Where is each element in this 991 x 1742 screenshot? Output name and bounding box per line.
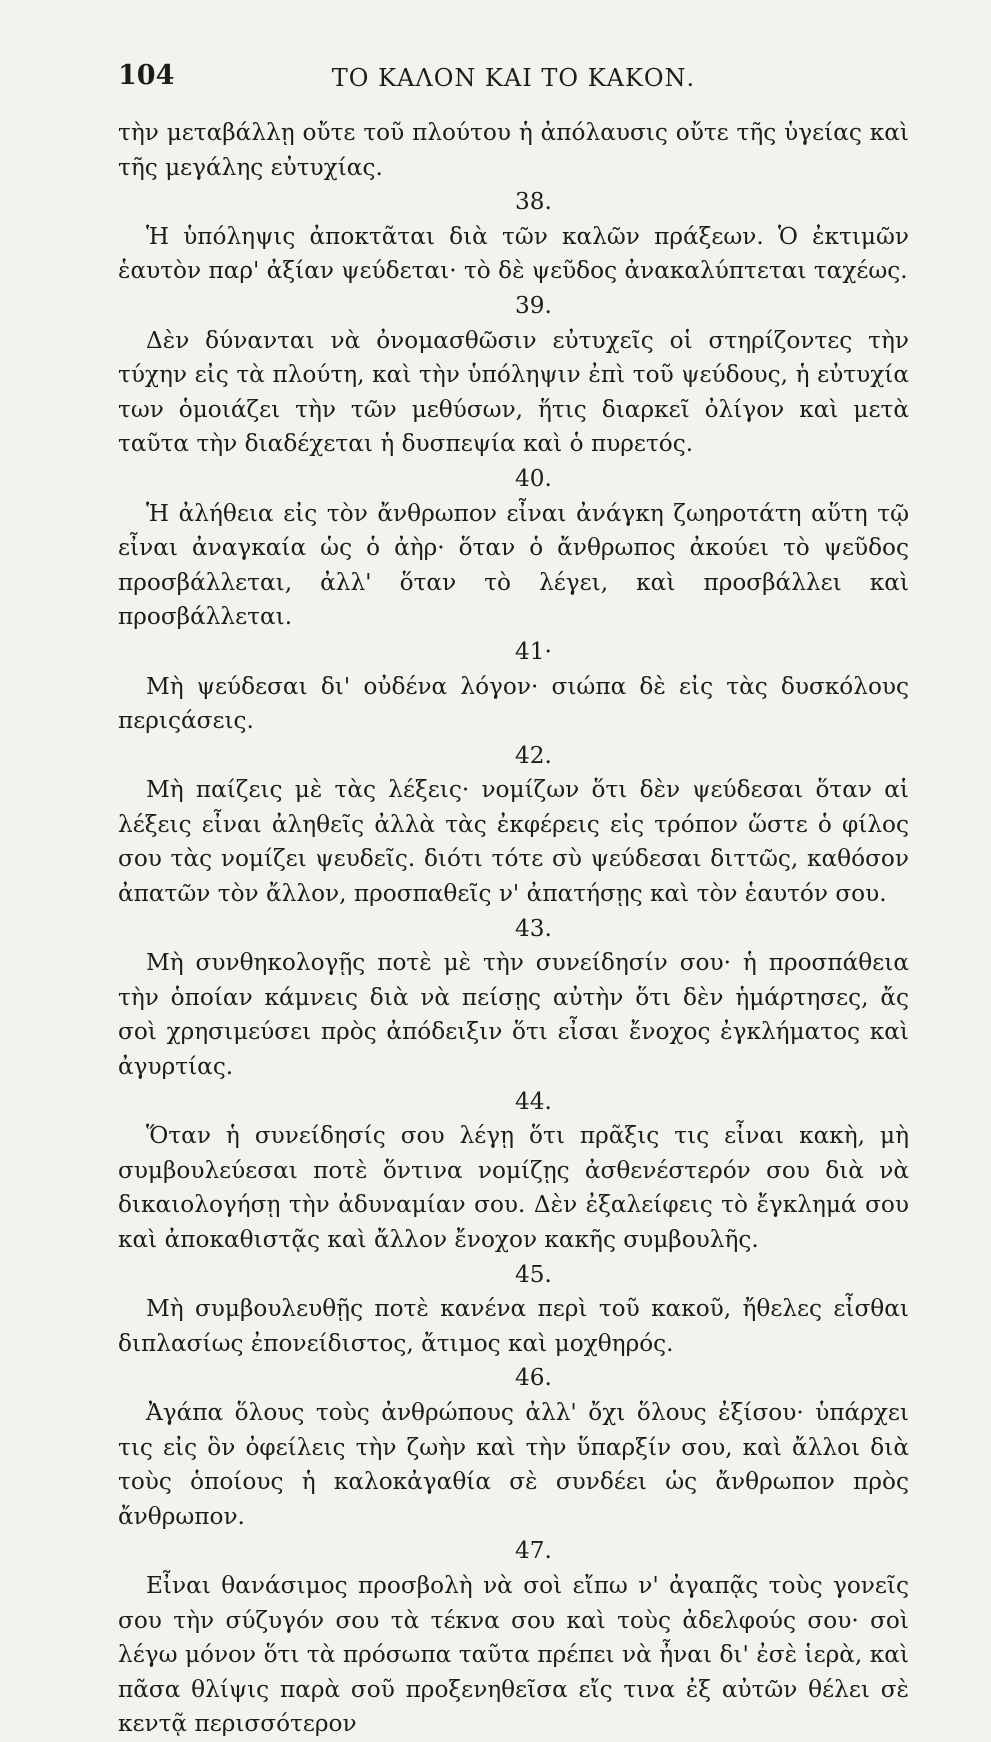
running-title: ΤΟ ΚΑΛΟΝ ΚΑΙ ΤΟ ΚΑΚΟΝ.	[331, 64, 696, 92]
maxim-number-44: 44.	[515, 1087, 552, 1115]
maxim-43: Μὴ συνθηκολογῇς ποτὲ μὲ τὴν συνείδησίν σου· ἡ προσπάθεια τὴν ὁποίαν κάμνεις διὰ νὰ πείσῃς αὐτὴν ὅτι δὲν ἡμάρτησες, ἄς σοὶ χρησιμεύσει πρὸς ἀπόδειξιν ὅτι εἶσαι ἔνοχος ἐγκλήματος καὶ ἀγυρτίας.	[118, 949, 909, 1081]
running-head	[118, 58, 909, 102]
maxim-number-38: 38.	[515, 188, 552, 216]
paragraph-continued: τὴν μεταβάλλῃ οὔτε τοῦ πλούτου ἡ ἀπόλαυσις οὔτε τῆς ὑγείας καὶ τῆς μεγάλης εὐτυχίας.	[118, 119, 909, 181]
maxim-40: Ἡ ἀλήθεια εἰς τὸν ἄνθρωπον εἶναι ἀνάγκη ζωηροτάτη αὕτη τῷ εἶναι ἀναγκαία ὡς ὁ ἀὴρ· ὅταν ὁ ἄνθρωπος ἀκούει τὸ ψεῦδος προσβάλλεται, ἀλλ' ὅταν τὸ λέγει, καὶ προσβάλλει καὶ προσβάλλεται.	[118, 499, 909, 631]
maxim-47: Εἶναι θανάσιμος προσβολὴ νὰ σοὶ εἴπω ν' ἀγαπᾷς τοὺς γονεῖς σου τὴν σύζυγόν σου τὰ τέκνα σου καὶ τοὺς ἀδελφούς σου· σοὶ λέγω μόνον ὅτι τὰ πρόσωπα ταῦτα πρέπει νὰ ἦναι δι' ἐσὲ ἱερὰ, καὶ πᾶσα θλίψις παρὰ σοῦ προξενηθεῖσα εἴς τινα ἐξ αὐτῶν θέλει σὲ κεντᾷ περισσότερον	[118, 1571, 909, 1738]
maxim-45: Μὴ συμβουλευθῇς ποτὲ κανένα περὶ τοῦ κακοῦ, ἤθελες εἶσθαι διπλασίως ἐπονείδιστος, ἄτιμος καὶ μοχθηρός.	[118, 1295, 909, 1357]
maxim-number-45: 45.	[515, 1260, 552, 1288]
maxim-38: Ἡ ὑπόληψις ἀποκτᾶται διὰ τῶν καλῶν πράξεων. Ὁ ἐκτιμῶν ἑαυτὸν παρ' ἀξίαν ψεύδεται· τὸ δὲ ψεῦδος ἀνακαλύπτεται ταχέως.	[118, 222, 909, 285]
maxim-number-39: 39.	[515, 291, 552, 319]
maxim-39: Δὲν δύνανται νὰ ὀνομασθῶσιν εὐτυχεῖς οἱ στηρίζοντες τὴν τύχην εἰς τὰ πλούτη, καὶ τὴν ὑπόληψιν ἐπὶ τοῦ ψεύδους, ἡ εὐτυχία των ὁμοιάζει τὴν τῶν μεθύσων, ἥτις διαρκεῖ ὀλίγον καὶ μετὰ ταῦτα τὴν διαδέχεται ἡ δυσπεψία καὶ ὁ πυρετός.	[118, 326, 909, 458]
maxim-number-46: 46.	[515, 1364, 552, 1392]
maxim-number-40: 40.	[515, 464, 552, 492]
maxim-number-43: 43.	[515, 914, 552, 942]
maxim-number-47: 47.	[515, 1537, 552, 1565]
maxim-number-41: 41·	[515, 637, 552, 665]
body-text	[118, 116, 909, 1742]
maxim-41: Μὴ ψεύδεσαι δι' οὐδένα λόγον· σιώπα δὲ εἰς τὰς δυσκόλους περιςάσεις.	[118, 672, 909, 735]
maxim-44: Ὅταν ἡ συνείδησίς σου λέγῃ ὅτι πρᾶξις τις εἶναι κακὴ, μὴ συμβουλεύεσαι ποτὲ ὅντινα νομίζῃς ἀσθενέστερόν σου διὰ νὰ δικαιολογήσῃ τὴν ἀδυναμίαν σου. Δὲν ἐξαλείφεις τὸ ἔγκλημά σου καὶ ἀποκαθιστᾷς καὶ ἄλλον ἔνοχον κακῆς συμβουλῆς.	[118, 1122, 909, 1253]
maxim-42: Μὴ παίζεις μὲ τὰς λέξεις· νομίζων ὅτι δὲν ψεύδεσαι ὅταν αἱ λέξεις εἶναι ἀληθεῖς ἀλλὰ τὰς ἐκφέρεις εἰς τρόπον ὥστε ὁ φίλος σου τὰς νομίζει ψευδεῖς. διότι τότε σὺ ψεύδεσαι διττῶς, καθόσον ἀπατῶν τὸν ἄλλον, προσπαθεῖς ν' ἀπατήσῃς καὶ τὸν ἑαυτόν σου.	[118, 776, 909, 908]
maxim-46: Ἀγάπα ὅλους τοὺς ἀνθρώπους ἀλλ' ὄχι ὅλους ἐξίσου· ὑπάρχει τις εἰς ὃν ὀφείλεις τὴν ζωὴν καὶ τὴν ὕπαρξίν σου, καὶ ἄλλοι διὰ τοὺς ὁποίους ἡ καλοκἀγαθία σὲ συνδέει ὡς ἄνθρωπον πρὸς ἄνθρωπον.	[118, 1398, 909, 1530]
page-number: 104	[118, 60, 175, 91]
maxim-number-42: 42.	[515, 741, 552, 769]
